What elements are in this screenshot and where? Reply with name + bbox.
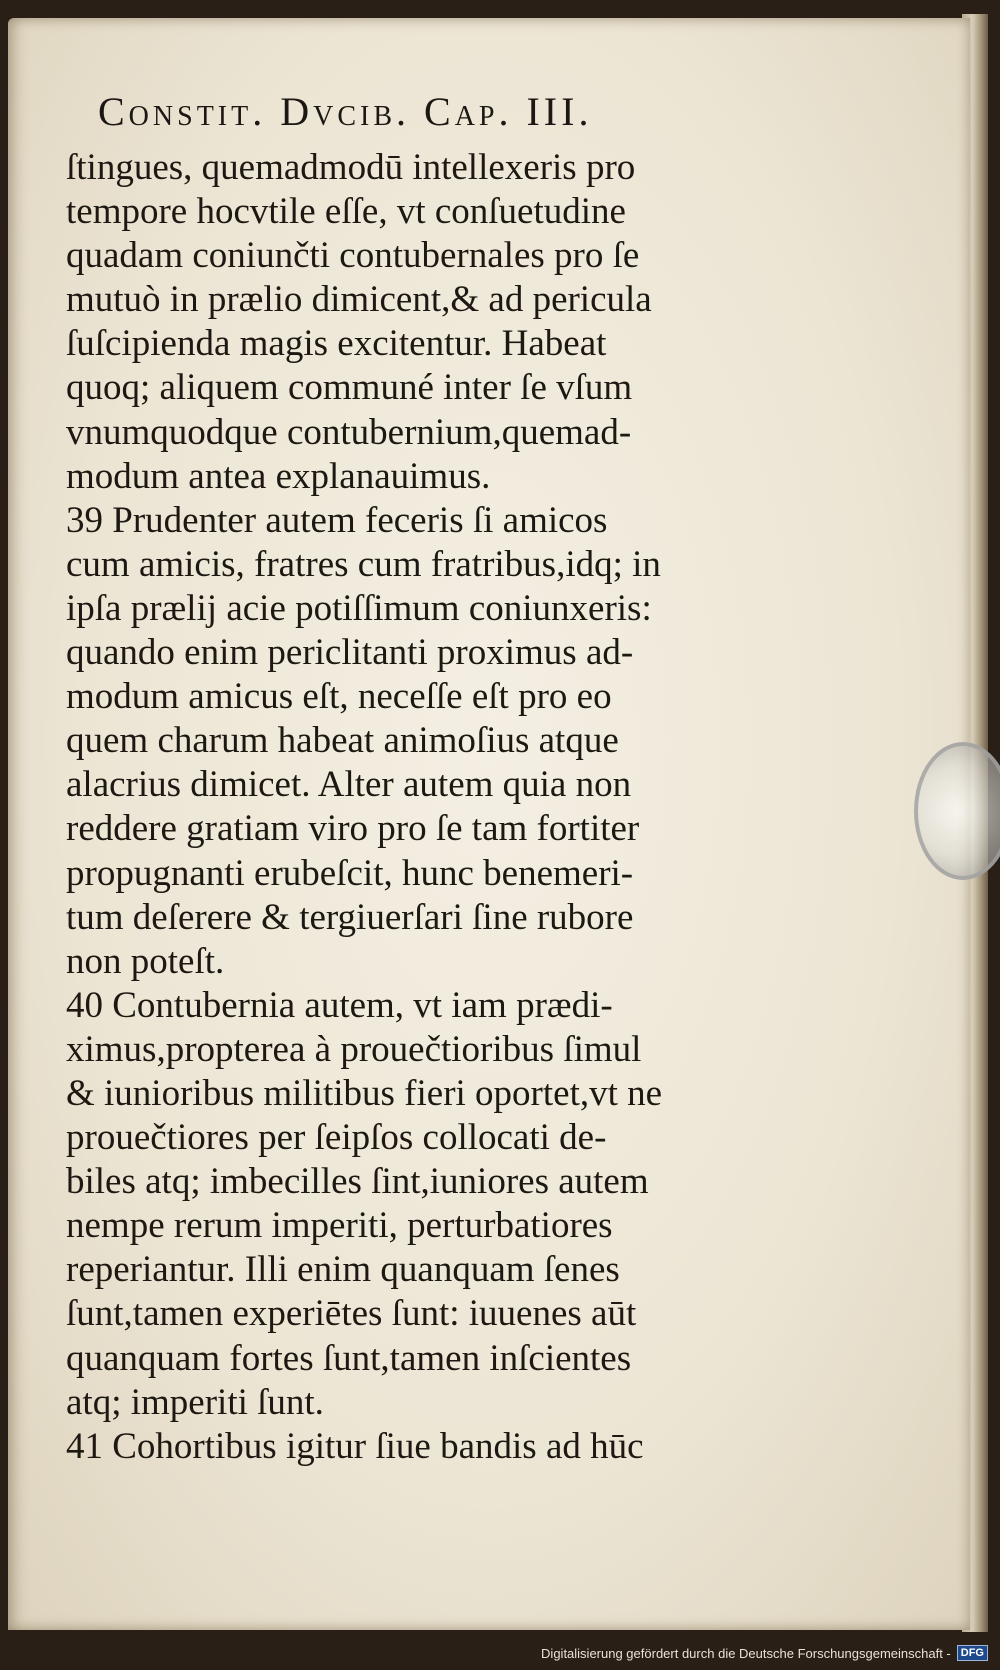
text-line: 39 Prudenter autem feceris ſi amicos <box>66 499 608 541</box>
text-line: propugnanti erubeſcit, hunc benemeri- <box>66 852 634 894</box>
text-line: quadam coniunčti contubernales pro ſe <box>66 235 640 277</box>
footer-credit: Digitalisierung gefördert durch die Deutsche Forschungsgemeinschaft - <box>541 1645 951 1661</box>
text-line: ſunt,tamen experiētes ſunt: iuuenes aūt <box>66 1293 637 1335</box>
text-line: reddere gratiam viro pro ſe tam fortiter <box>66 808 640 850</box>
text-line: modum antea explanauimus. <box>66 455 491 497</box>
text-line: vnumquodque contubernium,quemad- <box>66 411 632 453</box>
text-line: quem charum habeat animoſius atque <box>66 720 619 762</box>
text-line: biles atq; imbecilles ſint,iuniores autem <box>66 1161 649 1203</box>
text-line: quando enim periclitanti proximus ad- <box>66 632 634 674</box>
text-line: non poteſt. <box>66 940 225 982</box>
text-line: tum deſerere & tergiuerſari ſine rubore <box>66 896 634 938</box>
text-line: prouečtiores per ſeipſos collocati de- <box>66 1117 607 1159</box>
footer <box>541 1642 988 1664</box>
text-line: modum amicus eſt, neceſſe eſt pro eo <box>66 676 612 718</box>
text-line: 41 Cohortibus igitur ſiue bandis ad hūc <box>66 1425 644 1467</box>
text-line: ſuſcipienda magis excitentur. Habeat <box>66 323 607 365</box>
text-line: tempore hocvtile eſſe, vt conſuetudine <box>66 191 626 233</box>
text-line: reperiantur. Illi enim quanquam ſenes <box>66 1249 620 1291</box>
text-line: ipſa prælij acie potiſſimum coniunxeris: <box>66 587 652 629</box>
dfg-logo-icon: DFG <box>957 1645 988 1661</box>
text-line: quanquam fortes ſunt,tamen inſcientes <box>66 1337 632 1379</box>
book-page <box>8 18 970 1630</box>
text-line: atq; imperiti ſunt. <box>66 1381 324 1423</box>
text-line: cum amicis, fratres cum fratribus,idq; in <box>66 543 661 585</box>
text-line: alacrius dimicet. Alter autem quia non <box>66 764 632 806</box>
text-line: 40 Contubernia autem, vt iam prædi- <box>66 984 613 1026</box>
text-line: ſtingues, quemadmodū intellexeris pro <box>66 147 636 188</box>
running-head: Constit. Dvcib. Cap. III. <box>98 89 593 134</box>
text-line: ximus,propterea à prouečtioribus ſimul <box>66 1028 642 1070</box>
page-text <box>66 146 796 1469</box>
text-line: quoq; aliquem communé inter ſe vſum <box>66 367 633 409</box>
text-line: mutuò in prælio dimicent,& ad pericula <box>66 279 652 321</box>
text-line: nempe rerum imperiti, perturbatiores <box>66 1205 613 1247</box>
text-line: & iunioribus militibus fieri oportet,vt ne <box>66 1072 663 1114</box>
